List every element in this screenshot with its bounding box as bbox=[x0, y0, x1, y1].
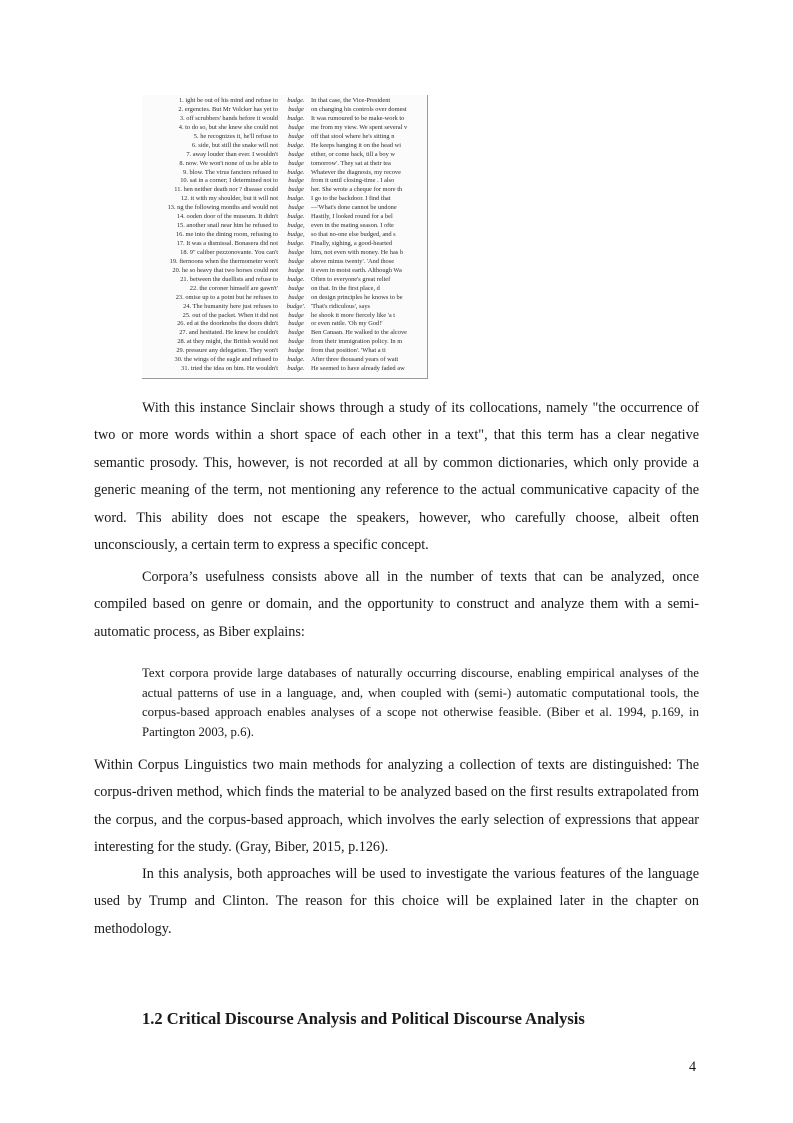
concordance-right-context: on design principles he knows to be bbox=[311, 293, 403, 301]
concordance-line bbox=[142, 294, 428, 303]
concordance-right-context: or even rattle. 'Oh my God!' bbox=[311, 320, 383, 328]
concordance-keyword: budge, bbox=[287, 222, 305, 230]
concordance-line bbox=[142, 97, 428, 106]
concordance-right-context: him, not even with money. He has b bbox=[311, 248, 404, 256]
concordance-right-context: either, or come back, till a boy w bbox=[311, 150, 396, 158]
concordance-line bbox=[142, 124, 428, 133]
concordance-right-context: Whatever the diagnosis, my recove bbox=[311, 168, 401, 176]
concordance-right-context: me from my view. We spent several v bbox=[311, 123, 408, 131]
concordance-right-context: After three thousand years of wait bbox=[311, 356, 399, 364]
concordance-left-context: 11. hen neither death nor ? disease could bbox=[174, 186, 278, 194]
concordance-right-context: 'That's ridiculous', says bbox=[311, 302, 371, 310]
concordance-line bbox=[142, 258, 428, 267]
concordance-line bbox=[142, 222, 428, 231]
concordance-right-context: so that no-one else budged, and s bbox=[311, 231, 396, 239]
concordance-keyword: budge. bbox=[287, 213, 305, 221]
concordance-keyword: budge bbox=[288, 266, 304, 274]
concordance-left-context: 3. off scrubbers' hands before it would bbox=[179, 114, 278, 122]
concordance-left-context: 1. ight be out of his mind and refuse to bbox=[178, 97, 278, 104]
concordance-line bbox=[142, 312, 428, 321]
concordance-lines bbox=[142, 97, 428, 374]
concordance-keyword: budge bbox=[288, 311, 304, 319]
concordance-keyword: budge. bbox=[287, 141, 305, 149]
concordance-left-context: 27. and hesitated. He knew he couldn't bbox=[179, 329, 278, 337]
concordance-left-context: 20. he so heavy that two horses could not bbox=[172, 266, 278, 274]
concordance-left-context: 7. away louder than ever. I wouldn't bbox=[186, 150, 278, 158]
concordance-left-context: 22. the coroner himself are gawn't' bbox=[189, 284, 278, 292]
concordance-keyword: budge bbox=[288, 186, 304, 194]
block-quote-biber: Text corpora provide large databases of naturally occurring discourse, enabling empirical analyses of the actual patterns of use in a language, and, when coupled with (semi-) automatic computational tools, the corpus-based approach enables analyses of a scope not otherwise feasible. (Biber et al. 1994, p.169, in Partington 2003, p.6). bbox=[142, 666, 699, 739]
concordance-left-context: 6. side, but still the snake will not bbox=[191, 141, 278, 149]
concordance-line bbox=[142, 151, 428, 160]
concordance-left-context: 26. ed at the doorknobs the doors didn't bbox=[177, 320, 278, 328]
concordance-left-context: 13. ng the following months and would not bbox=[167, 204, 278, 212]
paragraph-analysis-approaches: In this analysis, both approaches will be used to investigate the various features of the language used by Trump and Clinton. The reason for this choice will be explained later in the chapter on methodology. bbox=[94, 866, 699, 937]
concordance-left-context: 24. The humanity here just refuses to bbox=[183, 302, 278, 310]
concordance-keyword: budge bbox=[288, 293, 304, 301]
concordance-right-context: Often to everyone's great relief bbox=[311, 275, 391, 283]
concordance-line bbox=[142, 356, 428, 365]
concordance-keyword: budge bbox=[288, 204, 304, 212]
concordance-line bbox=[142, 303, 428, 312]
concordance-left-context: 4. to do so, but she knew she could not bbox=[178, 123, 278, 131]
paragraph-corpus-methods: Within Corpus Linguistics two main methods for analyzing a collection of texts are distinguished: The corpus-driven method, which finds the material to be analyzed based on the first results extrapolated from the corpus, and the corpus-based approach, which involves the early selection of expressions that appear interesting for the study. (Gray, Biber, 2015, p.126). bbox=[94, 757, 699, 856]
concordance-keyword: budge. bbox=[287, 195, 305, 203]
concordance-keyword: budge bbox=[288, 159, 304, 167]
section-heading: 1.2 Critical Discourse Analysis and Political Discourse Analysis bbox=[142, 1009, 585, 1028]
concordance-line bbox=[142, 276, 428, 285]
concordance-line bbox=[142, 133, 428, 142]
concordance-right-context: on that. In the first place, d bbox=[311, 284, 380, 292]
concordance-right-context: from it until closing-time . I also bbox=[311, 177, 395, 185]
concordance-right-context: off that stool where he's sitting n bbox=[311, 132, 395, 140]
concordance-right-context: above minus twenty'. 'And those bbox=[311, 257, 395, 265]
concordance-line bbox=[142, 338, 428, 347]
concordance-left-context: 14. ooden door of the museum. It didn't bbox=[176, 213, 278, 221]
concordance-line bbox=[142, 213, 428, 222]
concordance-keyword: budge bbox=[288, 257, 304, 265]
concordance-left-context: 21. between the duellists and refuse to bbox=[180, 275, 278, 283]
concordance-right-context: tomorrow'. They sat at their tea bbox=[311, 159, 391, 167]
concordance-keyword: budge. bbox=[287, 365, 305, 373]
concordance-line bbox=[142, 240, 428, 249]
concordance-line bbox=[142, 186, 428, 195]
concordance-keyword: budge. bbox=[287, 97, 305, 104]
concordance-right-context: from that position'. 'What a ti bbox=[311, 347, 386, 355]
concordance-right-context: from their immigration policy. In m bbox=[311, 338, 403, 346]
concordance-left-context: 30. the wings of the eagle and refused to bbox=[174, 356, 278, 364]
concordance-left-context: 25. out of the packet. When it did not bbox=[182, 311, 278, 319]
concordance-right-context: —'What's done cannot be undone bbox=[311, 204, 397, 212]
concordance-left-context: 31. tried the idea on him. He wouldn't bbox=[181, 365, 278, 373]
concordance-line bbox=[142, 204, 428, 213]
concordance-keyword: budge bbox=[288, 105, 304, 113]
concordance-line bbox=[142, 106, 428, 115]
concordance-keyword: budge bbox=[288, 150, 304, 158]
concordance-left-context: 17. It was a dismissal. Bonasera did not bbox=[176, 240, 278, 247]
concordance-line bbox=[142, 169, 428, 178]
concordance-line bbox=[142, 115, 428, 124]
concordance-left-context: 19. fternoons when the thermometer won't bbox=[169, 257, 278, 265]
concordance-keyword: budge bbox=[288, 347, 304, 355]
concordance-right-context: on changing his controls over domest bbox=[311, 105, 407, 113]
concordance-keyword: budge. bbox=[287, 114, 305, 122]
concordance-right-context: he shook it more fiercely like 'a t bbox=[311, 311, 396, 319]
concordance-right-context: Hastily, I looked round for a bel bbox=[311, 213, 393, 221]
concordance-keyword: budge bbox=[288, 284, 304, 292]
concordance-line bbox=[142, 320, 428, 329]
concordance-left-context: 16. me into the dining room, refusing to bbox=[175, 231, 278, 239]
concordance-left-context: 5. he recognizes it, he'll refuse to bbox=[193, 132, 278, 140]
concordance-left-context: 23. omise up to a point but he refuses to bbox=[175, 293, 278, 301]
concordance-line bbox=[142, 329, 428, 338]
concordance-keyword: budge bbox=[288, 320, 304, 328]
concordance-line bbox=[142, 249, 428, 258]
concordance-left-context: 28. at they might, the British would not bbox=[177, 338, 278, 346]
concordance-line bbox=[142, 231, 428, 240]
paragraph-sinclair-collocations: With this instance Sinclair shows through a study of its collocations, namely "the occurrence of two or more words within a short space of each other in a text", that this term has a clear negative semantic prosody. This, however, is not recorded at all by common dictionaries, which only provide a generic meaning of the term, not mentioning any reference to the actual communicative capacity of the word. This ability does not escape the speakers, however, who carefully choose, albeit often unconsciously, a certain term to express a specific concept. bbox=[94, 400, 699, 554]
concordance-keyword: budge bbox=[288, 177, 304, 185]
concordance-left-context: 12. it with my shoulder, but it will not bbox=[180, 195, 278, 203]
concordance-right-context: even in the mating season. I ofte bbox=[311, 222, 394, 230]
concordance-keyword: budge, bbox=[287, 231, 305, 239]
concordance-right-context: Finally, sighing, a good-hearted bbox=[311, 240, 393, 247]
concordance-left-context: 10. sat in a corner; I determined not to bbox=[180, 177, 278, 185]
paragraph-corpora-usefulness: Corpora’s usefulness consists above all in the number of texts that can be analyzed, once compiled based on genre or domain, and the opportunity to construct and analyze them with a semi-automatic process, as Biber explains: bbox=[94, 569, 699, 640]
concordance-right-context: I go to the backdoor. I find that bbox=[311, 195, 391, 203]
concordance-keyword: budge bbox=[288, 132, 304, 140]
concordance-figure bbox=[142, 95, 428, 379]
concordance-keyword: budge. bbox=[287, 356, 305, 364]
concordance-line bbox=[142, 365, 428, 374]
concordance-right-context: He seemed to have already faded aw bbox=[311, 365, 405, 373]
concordance-left-context: 9. blow. The virus fanciers refused to bbox=[183, 168, 278, 176]
concordance-keyword: budge'. bbox=[286, 302, 306, 310]
concordance-left-context: 2. ergencies. But Mr Volcker has yet to bbox=[178, 105, 278, 113]
concordance-keyword: budge bbox=[288, 248, 304, 256]
concordance-line bbox=[142, 177, 428, 186]
concordance-line bbox=[142, 160, 428, 169]
page-number: 4 bbox=[689, 1059, 697, 1075]
concordance-right-context: It was rumoured to be make-work to bbox=[311, 114, 405, 122]
concordance-keyword: budge bbox=[288, 329, 304, 337]
concordance-left-context: 15. another snail near him he refused to bbox=[176, 222, 278, 230]
concordance-line bbox=[142, 142, 428, 151]
concordance-right-context: it even in moist earth. Although Wa bbox=[311, 266, 402, 274]
concordance-right-context: He keeps banging it on the head wi bbox=[311, 141, 401, 149]
concordance-line bbox=[142, 195, 428, 204]
concordance-keyword: budge bbox=[288, 338, 304, 346]
concordance-keyword: budge. bbox=[287, 168, 305, 176]
concordance-line bbox=[142, 347, 428, 356]
concordance-keyword: budge. bbox=[287, 240, 305, 247]
concordance-right-context: Ben Canaan. He walked to the alcove bbox=[311, 329, 407, 337]
concordance-left-context: 29. pressure any delegation. They won't bbox=[176, 347, 278, 355]
concordance-keyword: budge bbox=[288, 123, 304, 131]
concordance-line bbox=[142, 267, 428, 276]
concordance-keyword: budge. bbox=[287, 275, 305, 283]
concordance-right-context: In that case, the Vice-President bbox=[311, 97, 391, 104]
concordance-left-context: 18. 9" caliber pezzonovante. You can't bbox=[180, 248, 278, 256]
concordance-right-context: her. She wrote a cheque for more th bbox=[311, 186, 403, 194]
concordance-line bbox=[142, 285, 428, 294]
concordance-left-context: 8. now. We won't none of us be able to bbox=[179, 159, 278, 167]
